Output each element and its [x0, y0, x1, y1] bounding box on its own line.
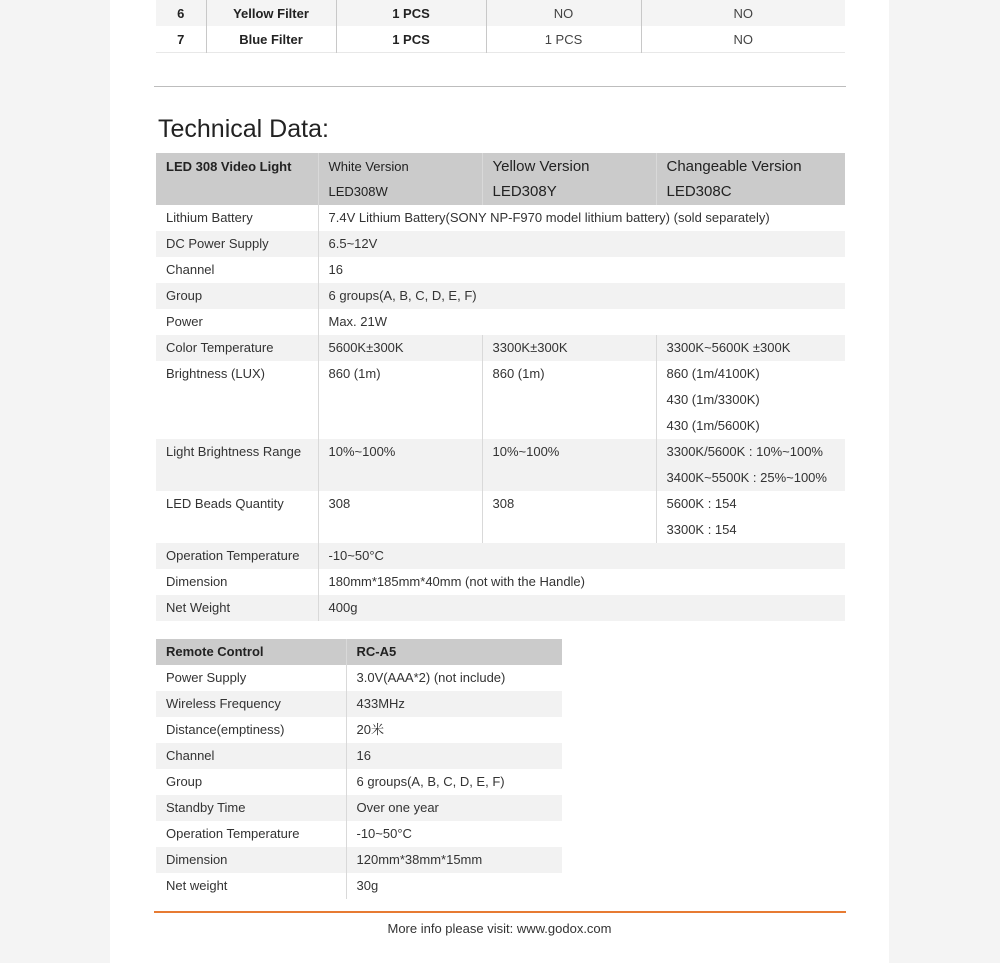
item-number: 6 — [156, 0, 206, 26]
value-line: 430 (1m/5600K) — [666, 418, 760, 433]
yellow-version-header — [482, 153, 656, 205]
remote-header-label: Remote Control — [156, 639, 346, 665]
footer-text: More info please visit: www.godox.com — [387, 921, 612, 936]
spec-value: 120mm*38mm*15mm — [346, 847, 562, 873]
spec-value: Over one year — [346, 795, 562, 821]
table-row — [156, 543, 845, 569]
table-row — [156, 231, 845, 257]
spec-label: Distance(emptiness) — [156, 717, 346, 743]
spec-value: 6.5~12V — [318, 231, 845, 257]
table-row — [156, 491, 845, 543]
item-name: Blue Filter — [206, 26, 336, 53]
spec-value: 16 — [318, 257, 845, 283]
table-row — [156, 743, 562, 769]
item-name: Yellow Filter — [206, 0, 336, 26]
spec-value: 6 groups(A, B, C, D, E, F) — [318, 283, 845, 309]
spec-value: 180mm*185mm*40mm (not with the Handle) — [318, 569, 845, 595]
table-row — [156, 717, 562, 743]
changeable-version-value: 3300K~5600K ±300K — [656, 335, 845, 361]
spec-page — [110, 0, 889, 963]
table-row — [156, 309, 845, 335]
spec-label: Power — [156, 309, 318, 335]
spec-value: 20米 — [346, 717, 562, 743]
spec-value: 400g — [318, 595, 845, 621]
spec-label: Channel — [156, 257, 318, 283]
spec-value: -10~50°C — [346, 821, 562, 847]
table-row — [156, 439, 845, 491]
spec-label: Dimension — [156, 569, 318, 595]
table-row — [156, 873, 562, 899]
spec-value: 7.4V Lithium Battery(SONY NP-F970 model lithium battery) (sold separately) — [318, 205, 845, 231]
changeable-version-value — [656, 361, 845, 439]
spec-label: Group — [156, 769, 346, 795]
value-line: 3300K : 154 — [666, 522, 737, 537]
table-row — [156, 0, 845, 26]
yellow-version-value: 860 (1m) — [482, 361, 656, 439]
spec-label: DC Power Supply — [156, 231, 318, 257]
spec-label: LED Beads Quantity — [156, 491, 318, 543]
table-row — [156, 335, 845, 361]
changeable-version-model: LED308C — [666, 183, 732, 200]
accessories-table — [156, 0, 845, 53]
value-line: 3400K~5500K : 25%~100% — [666, 470, 827, 485]
footer-divider — [154, 911, 846, 913]
product-name-header: LED 308 Video Light — [156, 153, 318, 205]
value-line: 5600K : 154 — [666, 496, 737, 511]
changeable-version-qty: NO — [641, 26, 845, 53]
changeable-version-qty: NO — [641, 0, 845, 26]
table-row — [156, 283, 845, 309]
spec-label: Color Temperature — [156, 335, 318, 361]
yellow-version-qty: 1 PCS — [486, 26, 641, 53]
table-header-row — [156, 639, 562, 665]
white-version-value: 308 — [318, 491, 482, 543]
remote-control-table — [156, 639, 562, 899]
technical-data-table — [156, 153, 845, 621]
spec-value: 6 groups(A, B, C, D, E, F) — [346, 769, 562, 795]
yellow-version-value: 10%~100% — [482, 439, 656, 491]
yellow-version-value: 3300K±300K — [482, 335, 656, 361]
spec-value: Max. 21W — [318, 309, 845, 335]
spec-value: 3.0V(AAA*2) (not include) — [346, 665, 562, 691]
table-row — [156, 26, 845, 53]
spec-label: Wireless Frequency — [156, 691, 346, 717]
changeable-version-header — [656, 153, 845, 205]
table-row — [156, 665, 562, 691]
table-row — [156, 821, 562, 847]
white-version-qty: 1 PCS — [336, 26, 486, 53]
changeable-version-value — [656, 439, 845, 491]
changeable-version-name: Changeable Version — [666, 158, 802, 175]
item-number: 7 — [156, 26, 206, 53]
table-row — [156, 361, 845, 439]
spec-value: 16 — [346, 743, 562, 769]
spec-value: -10~50°C — [318, 543, 845, 569]
spec-label: Light Brightness Range — [156, 439, 318, 491]
white-version-model: LED308W — [328, 184, 388, 199]
spec-value: 433MHz — [346, 691, 562, 717]
yellow-version-qty: NO — [486, 0, 641, 26]
spec-label: Operation Temperature — [156, 543, 318, 569]
spec-label: Operation Temperature — [156, 821, 346, 847]
spec-value: 30g — [346, 873, 562, 899]
section-divider — [154, 86, 846, 87]
value-line: 3300K/5600K : 10%~100% — [666, 444, 823, 459]
remote-model: RC-A5 — [346, 639, 562, 665]
white-version-qty: 1 PCS — [336, 0, 486, 26]
table-header-row — [156, 153, 845, 205]
table-row — [156, 595, 845, 621]
yellow-version-name: Yellow Version — [492, 158, 590, 175]
spec-label: Group — [156, 283, 318, 309]
table-row — [156, 205, 845, 231]
table-row — [156, 569, 845, 595]
white-version-value: 860 (1m) — [318, 361, 482, 439]
white-version-name: White Version — [328, 159, 409, 174]
table-row — [156, 795, 562, 821]
spec-label: Channel — [156, 743, 346, 769]
spec-label: Power Supply — [156, 665, 346, 691]
spec-label: Net weight — [156, 873, 346, 899]
changeable-version-value — [656, 491, 845, 543]
table-row — [156, 769, 562, 795]
table-row — [156, 847, 562, 873]
spec-label: Lithium Battery — [156, 205, 318, 231]
value-line: 430 (1m/3300K) — [666, 392, 760, 407]
spec-label: Net Weight — [156, 595, 318, 621]
yellow-version-model: LED308Y — [492, 183, 557, 200]
white-version-value: 10%~100% — [318, 439, 482, 491]
white-version-header — [318, 153, 482, 205]
spec-label: Dimension — [156, 847, 346, 873]
white-version-value: 5600K±300K — [318, 335, 482, 361]
table-row — [156, 257, 845, 283]
value-line: 860 (1m/4100K) — [666, 366, 760, 381]
yellow-version-value: 308 — [482, 491, 656, 543]
table-row — [156, 691, 562, 717]
spec-label: Standby Time — [156, 795, 346, 821]
spec-label: Brightness (LUX) — [156, 361, 318, 439]
page-title: Technical Data: — [158, 115, 329, 143]
